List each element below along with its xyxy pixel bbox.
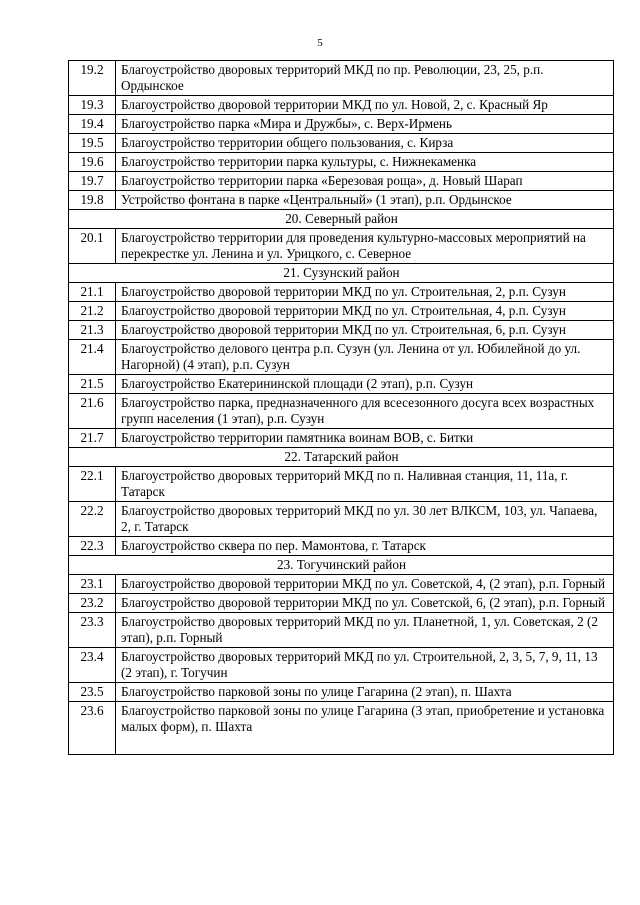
table-row	[69, 648, 614, 683]
item-description: Благоустройство Екатерининской площади (2 этап), р.п. Сузун	[116, 375, 614, 394]
projects-table-body	[69, 61, 614, 755]
item-description: Благоустройство территории общего пользования, с. Кирза	[116, 134, 614, 153]
table-row	[69, 394, 614, 429]
item-description: Благоустройство дворовой территории МКД по ул. Строительная, 6, р.п. Сузун	[116, 321, 614, 340]
item-description: Благоустройство территории памятника воинам ВОВ, с. Битки	[116, 429, 614, 448]
page-number: 5	[317, 37, 323, 49]
table-row	[69, 375, 614, 394]
item-number: 23.6	[69, 702, 116, 755]
table-row	[69, 302, 614, 321]
item-number: 23.4	[69, 648, 116, 683]
item-number: 19.6	[69, 153, 116, 172]
item-description: Благоустройство территории для проведения культурно-массовых мероприятий на перекрестке ул. Ленина и ул. Урицкого, с. Северное	[116, 229, 614, 264]
section-header-row	[69, 264, 614, 283]
table-row	[69, 340, 614, 375]
item-description: Благоустройство парка «Мира и Дружбы», с. Верх-Ирмень	[116, 115, 614, 134]
table-row	[69, 594, 614, 613]
section-header-row	[69, 556, 614, 575]
item-description: Благоустройство делового центра р.п. Сузун (ул. Ленина от ул. Юбилейной до ул. Нагорной) (4 этап), р.п. Сузун	[116, 340, 614, 375]
item-number: 19.7	[69, 172, 116, 191]
item-number: 21.7	[69, 429, 116, 448]
item-description: Благоустройство парковой зоны по улице Гагарина (3 этап, приобретение и установка малых форм), п. Шахта	[116, 702, 614, 755]
table-row	[69, 172, 614, 191]
table-row	[69, 115, 614, 134]
item-number: 20.1	[69, 229, 116, 264]
table-row	[69, 229, 614, 264]
section-title: 22. Татарский район	[69, 448, 614, 467]
table-row	[69, 96, 614, 115]
table-row	[69, 153, 614, 172]
item-description: Благоустройство парковой зоны по улице Гагарина (2 этап), п. Шахта	[116, 683, 614, 702]
item-number: 23.1	[69, 575, 116, 594]
section-header-row	[69, 210, 614, 229]
table-row	[69, 702, 614, 755]
item-description: Благоустройство дворовой территории МКД по ул. Новой, 2, с. Красный Яр	[116, 96, 614, 115]
item-number: 21.5	[69, 375, 116, 394]
item-description: Благоустройство дворовых территорий МКД по ул. Строительной, 2, 3, 5, 7, 9, 11, 13 (2 этап), г. Тогучин	[116, 648, 614, 683]
table-row	[69, 134, 614, 153]
item-description: Благоустройство сквера по пер. Мамонтова, г. Татарск	[116, 537, 614, 556]
item-number: 21.4	[69, 340, 116, 375]
item-description: Благоустройство дворовой территории МКД по ул. Советской, 4, (2 этап), р.п. Горный	[116, 575, 614, 594]
item-number: 22.2	[69, 502, 116, 537]
item-number: 21.6	[69, 394, 116, 429]
table-row	[69, 61, 614, 96]
item-description: Благоустройство дворовой территории МКД по ул. Советской, 6, (2 этап), р.п. Горный	[116, 594, 614, 613]
item-description: Благоустройство парка, предназначенного для всесезонного досуга всех возрастных групп населения (1 этап), р.п. Сузун	[116, 394, 614, 429]
section-title: 21. Сузунский район	[69, 264, 614, 283]
item-number: 19.4	[69, 115, 116, 134]
item-description: Благоустройство дворовых территорий МКД по ул. 30 лет ВЛКСМ, 103, ул. Чапаева, 2, г. Татарск	[116, 502, 614, 537]
table-row	[69, 613, 614, 648]
table-row	[69, 429, 614, 448]
item-description: Благоустройство территории парка культуры, с. Нижнекаменка	[116, 153, 614, 172]
item-number: 23.3	[69, 613, 116, 648]
item-description: Благоустройство дворовых территорий МКД по пр. Революции, 23, 25, р.п. Ордынское	[116, 61, 614, 96]
item-number: 22.3	[69, 537, 116, 556]
item-number: 23.2	[69, 594, 116, 613]
table-row	[69, 191, 614, 210]
item-number: 23.5	[69, 683, 116, 702]
item-number: 21.3	[69, 321, 116, 340]
item-number: 19.5	[69, 134, 116, 153]
table-row	[69, 321, 614, 340]
table-row	[69, 502, 614, 537]
item-number: 21.1	[69, 283, 116, 302]
item-description: Устройство фонтана в парке «Центральный» (1 этап), р.п. Ордынское	[116, 191, 614, 210]
item-number: 22.1	[69, 467, 116, 502]
item-description: Благоустройство дворовых территорий МКД по ул. Планетной, 1, ул. Советская, 2 (2 этап), р.п. Горный	[116, 613, 614, 648]
section-title: 20. Северный район	[69, 210, 614, 229]
item-description: Благоустройство территории парка «Березовая роща», д. Новый Шарап	[116, 172, 614, 191]
item-number: 19.3	[69, 96, 116, 115]
table-row	[69, 467, 614, 502]
section-header-row	[69, 448, 614, 467]
item-number: 19.8	[69, 191, 116, 210]
table-row	[69, 537, 614, 556]
table-row	[69, 283, 614, 302]
projects-table	[68, 60, 614, 755]
item-description: Благоустройство дворовой территории МКД по ул. Строительная, 4, р.п. Сузун	[116, 302, 614, 321]
section-title: 23. Тогучинский район	[69, 556, 614, 575]
item-number: 21.2	[69, 302, 116, 321]
item-number: 19.2	[69, 61, 116, 96]
table-row	[69, 683, 614, 702]
item-description: Благоустройство дворовой территории МКД по ул. Строительная, 2, р.п. Сузун	[116, 283, 614, 302]
item-description: Благоустройство дворовых территорий МКД по п. Наливная станция, 11, 11а, г. Татарск	[116, 467, 614, 502]
table-row	[69, 575, 614, 594]
